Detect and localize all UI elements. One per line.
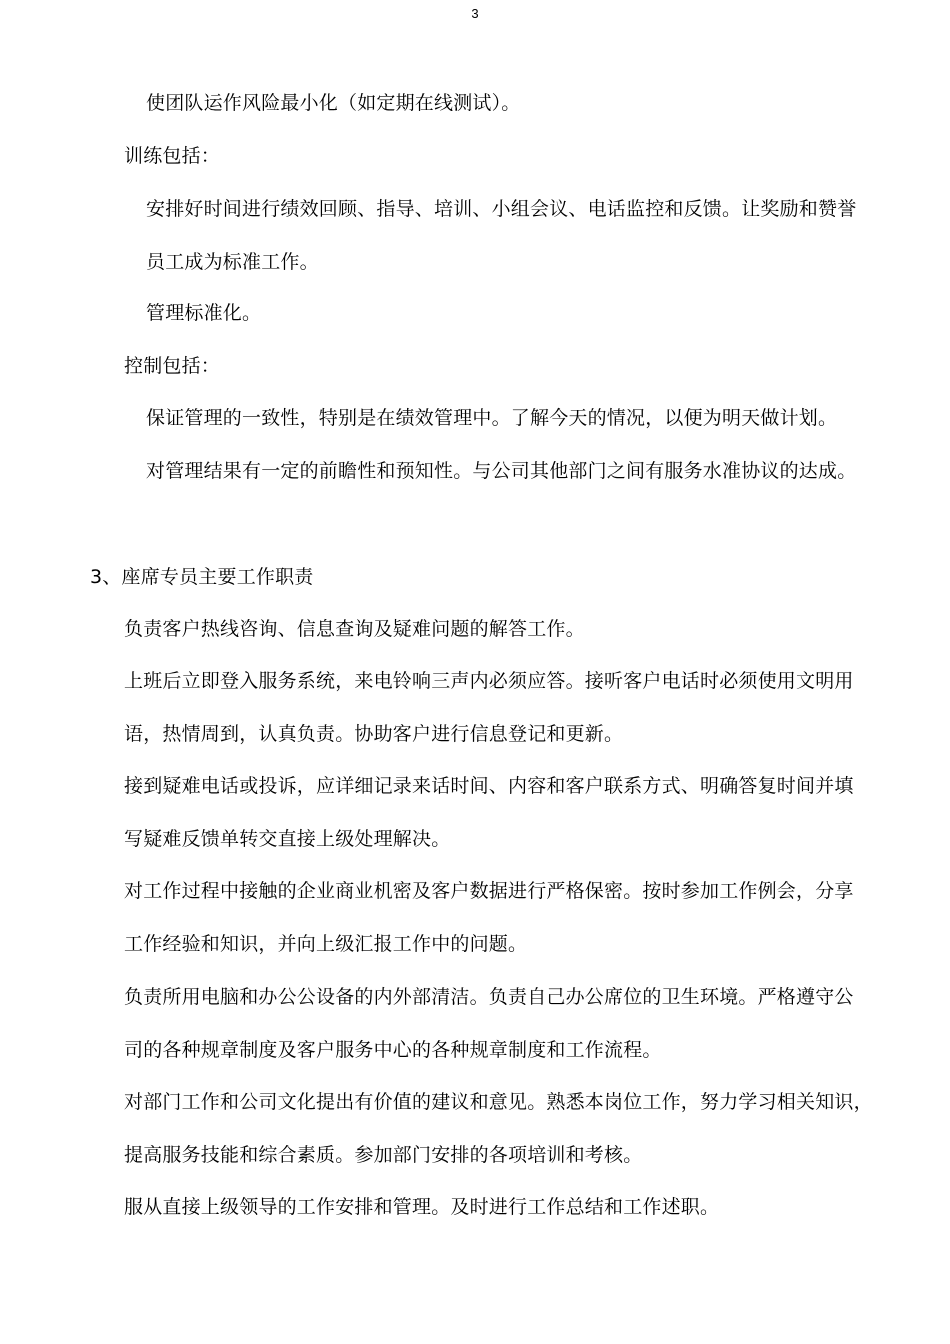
- duty-line: 工作经验和知识，并向上级汇报工作中的问题。: [124, 933, 528, 955]
- training-heading: 训练包括：: [124, 145, 221, 167]
- duty-line: 负责所用电脑和办公公设备的内外部清洁。负责自己办公席位的卫生环境。严格遵守公: [124, 986, 854, 1008]
- duty-line: 负责客户热线咨询、信息查询及疑难问题的解答工作。: [124, 618, 585, 640]
- section-3-heading: 3、座席专员主要工作职责: [90, 566, 314, 588]
- control-line: 保证管理的一致性，特别是在绩效管理中。了解今天的情况，以便为明天做计划。: [146, 407, 838, 429]
- duty-line: 接到疑难电话或投诉，应详细记录来话时间、内容和客户联系方式、明确答复时间并填: [124, 775, 854, 797]
- duty-line: 上班后立即登入服务系统，来电铃响三声内必须应答。接听客户电话时必须使用文明用: [124, 670, 854, 692]
- duty-line: 对工作过程中接触的企业商业机密及客户数据进行严格保密。按时参加工作例会，分享: [124, 880, 854, 902]
- duty-line: 司的各种规章制度及客户服务中心的各种规章制度和工作流程。: [124, 1039, 662, 1061]
- training-line: 管理标准化。: [146, 302, 262, 324]
- training-line: 安排好时间进行绩效回顾、指导、培训、小组会议、电话监控和反馈。让奖励和赞誉: [146, 198, 857, 220]
- control-heading: 控制包括：: [124, 355, 221, 377]
- training-line: 员工成为标准工作。: [146, 251, 319, 273]
- duty-line: 提高服务技能和综合素质。参加部门安排的各项培训和考核。: [124, 1144, 643, 1166]
- duty-line: 对部门工作和公司文化提出有价值的建议和意见。熟悉本岗位工作，努力学习相关知识，: [124, 1091, 873, 1113]
- duty-line: 写疑难反馈单转交直接上级处理解决。: [124, 828, 451, 850]
- duty-line: 服从直接上级领导的工作安排和管理。及时进行工作总结和工作述职。: [124, 1196, 720, 1218]
- control-line: 对管理结果有一定的前瞻性和预知性。与公司其他部门之间有服务水准协议的达成。: [146, 460, 857, 482]
- risk-minimization-line: 使团队运作风险最小化（如定期在线测试）。: [146, 92, 521, 114]
- page-number: 3: [471, 6, 479, 21]
- duty-line: 语，热情周到，认真负责。协助客户进行信息登记和更新。: [124, 723, 624, 745]
